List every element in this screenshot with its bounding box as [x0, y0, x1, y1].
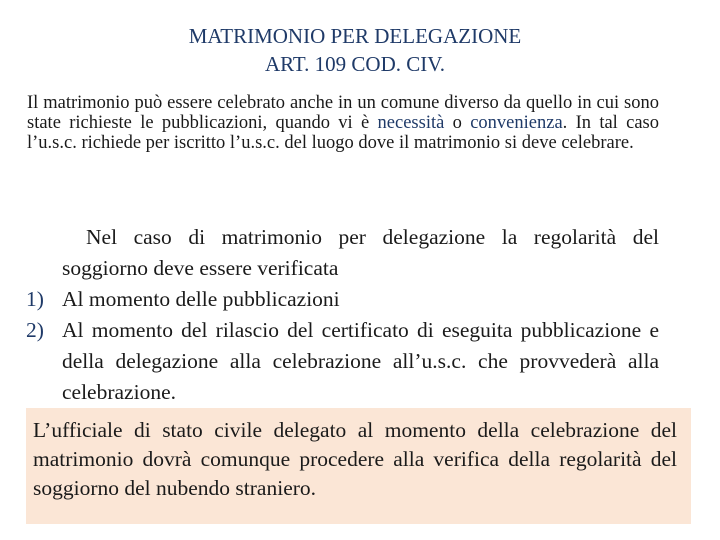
- list-number: 2): [26, 318, 44, 342]
- list-number: 1): [26, 287, 44, 311]
- paragraph-text-b: o: [444, 113, 471, 133]
- highlight-box-text: L’ufficiale di stato civile delegato al momento della celebrazione del matrimonio dovrà comunque procedere alla verifica della regolarità del soggiorno del nubendo straniero.: [33, 418, 677, 500]
- list-item-text: Al momento delle pubblicazioni: [62, 287, 340, 311]
- list-item: [26, 315, 659, 408]
- paragraph-text-a: Il matrimonio può essere celebrato anche in un comune diverso da quello in cui sono state richieste le pubblicazioni, quando vi è: [27, 93, 659, 133]
- highlight-necessita: necessità: [377, 113, 445, 133]
- delegation-intro: Nel caso di matrimonio per delegazione la regolarità del soggiorno deve essere verificata: [62, 225, 659, 280]
- slide-title-line-2: ART. 109 COD. CIV.: [265, 52, 445, 76]
- highlight-convenienza: convenienza: [470, 113, 563, 133]
- paragraph-text-c: . In tal caso l’u.s.c. richiede per iscritto l’u.s.c. del luogo dove il matrimonio si deve celebrare.: [27, 113, 660, 153]
- intro-paragraph: [27, 93, 659, 153]
- delegation-section: [26, 222, 659, 408]
- slide-title-line-1: MATRIMONIO PER DELEGAZIONE: [188, 24, 522, 48]
- highlight-box: [26, 408, 691, 524]
- list-item: [26, 284, 659, 315]
- list-item-text: Al momento del rilascio del certificato di eseguita pubblicazione e della delegazione alla celebrazione all’u.s.c. che provvederà alla celebrazione.: [62, 318, 659, 404]
